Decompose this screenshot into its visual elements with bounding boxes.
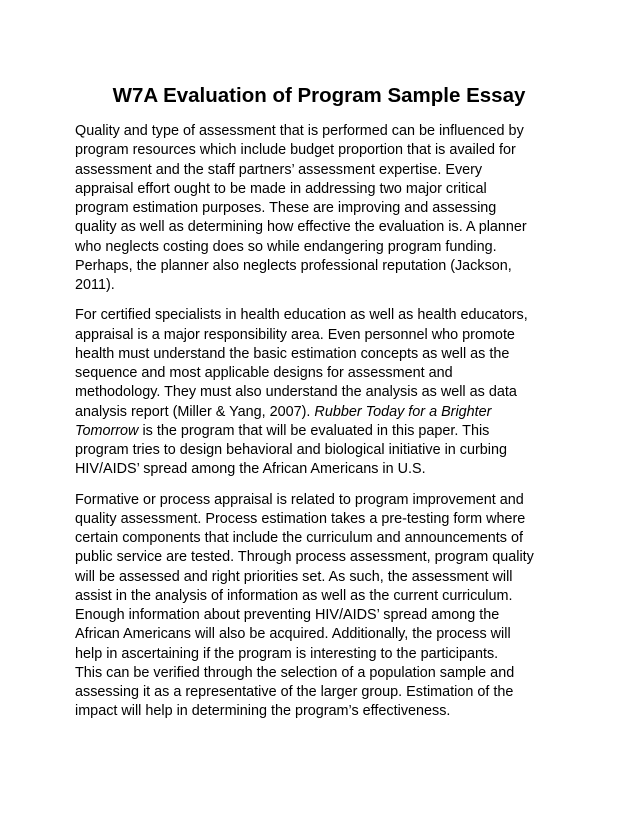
paragraph-1 [75, 122, 567, 295]
text-line [75, 403, 567, 422]
text-line: Quality and type of assessment that is performed can be influenced by [75, 123, 524, 139]
text-line: will be assessed and right priorities set. As such, the assessment will [75, 568, 513, 585]
text-line: public service are tested. Through process assessment, program quality [75, 549, 534, 566]
text-line: Enough information about preventing HIV/AIDS’ spread among the [75, 607, 500, 623]
text-line: 2011). [75, 277, 115, 293]
text-line: African Americans will also be acquired. Additionally, the process will [75, 626, 511, 643]
text-line: health must understand the basic estimation concepts as well as the [75, 345, 510, 362]
citation-text: analysis report (Miller & Yang, 2007). [75, 403, 315, 420]
text-line: This can be verified through the selection of a population sample and [75, 664, 515, 681]
document-body [75, 122, 567, 733]
text-line: sequence and most applicable designs for assessment and [75, 365, 453, 381]
paragraph-3 [75, 491, 567, 722]
text-line: help in ascertaining if the program is interesting to the participants. [75, 645, 499, 662]
text-line: appraisal effort ought to be made in addressing two major critical [75, 180, 487, 197]
text-line: Formative or process appraisal is related to program improvement and [75, 491, 524, 508]
text-line: assessing it as a representative of the larger group. Estimation of the [75, 684, 514, 700]
text-line: impact will help in determining the program’s effectiveness. [75, 703, 451, 720]
text-line: quality assessment. Process estimation takes a pre-testing form where [75, 510, 526, 527]
text-line [75, 422, 567, 441]
text-line: program resources which include budget proportion that is availed for [75, 142, 516, 159]
text-line: certain components that include the curriculum and announcements of [75, 530, 523, 546]
page-title: W7A Evaluation of Program Sample Essay [112, 84, 526, 107]
text-line: program tries to design behavioral and biological initiative in curbing [75, 442, 507, 458]
program-title-italic: Rubber Today for a Brighter [314, 403, 492, 420]
text-line: Perhaps, the planner also neglects professional reputation (Jackson, [75, 257, 512, 274]
text-line: For certified specialists in health education as well as health educators, [75, 307, 528, 324]
text-line: quality as well as determining how effective the evaluation is. A planner [75, 219, 527, 236]
text-line: who neglects costing does so while endangering program funding. [75, 238, 497, 255]
text-line: program estimation purposes. These are improving and assessing [75, 200, 497, 216]
text-line: assessment and the staff partners’ assessment expertise. Every [75, 161, 483, 178]
text-fragment: is the program that will be evaluated in this paper. This [138, 422, 490, 439]
text-line: HIV/AIDS’ spread among the African Americans in U.S. [75, 461, 426, 478]
program-title-italic-continued: Tomorrow [75, 422, 139, 439]
paragraph-2 [75, 306, 567, 479]
text-line: methodology. They must also understand the analysis as well as data [75, 384, 517, 401]
text-line: appraisal is a major responsibility area. Even personnel who promote [75, 326, 515, 343]
text-line: assist in the analysis of information as well as the current curriculum. [75, 587, 513, 604]
